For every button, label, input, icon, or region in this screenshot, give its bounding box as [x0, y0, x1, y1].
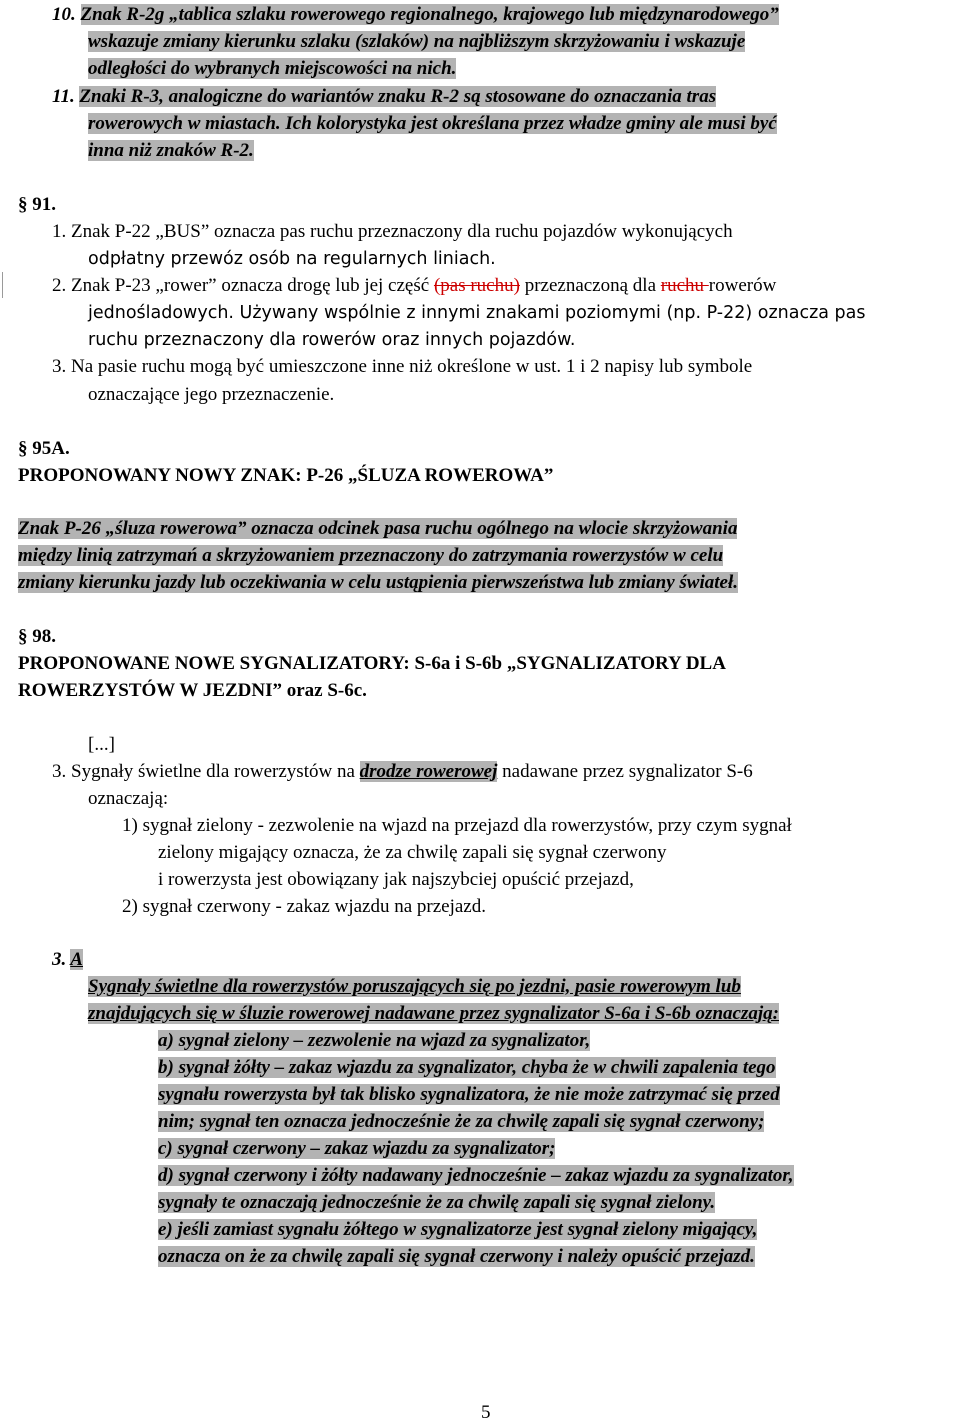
text-line — [18, 516, 737, 543]
text-line — [158, 1055, 776, 1082]
text-run: sygnału rowerzysta był tak blisko sygnalizatora, że nie może zatrzymać się przed — [158, 1084, 780, 1105]
text-run: Znak R-2g „tablica szlaku rowerowego regionalnego, krajowego lub międzynarodowego” — [80, 4, 779, 25]
text-run: 3. — [52, 356, 71, 377]
text-run: (pas ruchu) — [433, 275, 520, 296]
text-run: d) sygnał czerwony i żółty nadawany jednocześnie – zakaz wjazdu za sygnalizator, — [158, 1165, 794, 1186]
text-run: jednośladowych. Używany wspólnie z innymi znakami poziomymi (np. P-22) oznacza pas — [88, 303, 866, 323]
text-run: c) sygnał czerwony – zakaz wjazdu za sygnalizator; — [158, 1138, 556, 1159]
text-line — [88, 974, 741, 1001]
text-run: między linią zatrzymań a skrzyżowaniem przeznaczony do zatrzymania rowerzystów w celu — [18, 545, 724, 566]
text-line — [18, 463, 553, 490]
text-line — [88, 29, 745, 56]
text-line — [88, 327, 575, 354]
text-run: zmiany kierunku jazdy lub oczekiwania w celu ustąpienia pierwszeństwa lub zmiany świateł. — [18, 572, 738, 593]
text-line — [18, 192, 56, 219]
text-run: wskazuje zmiany kierunku szlaku (szlaków) na najbliższym skrzyżowaniu i wskazuje — [88, 31, 746, 52]
text-run: a) sygnał zielony – zezwolenie na wjazd za sygnalizator, — [158, 1030, 591, 1051]
text-run: e) jeśli zamiast sygnału żółtego w sygnalizatorze jest sygnał zielony migający, — [158, 1219, 758, 1240]
text-run: Znaki R-3, analogiczne do wariantów znaku R-2 są stosowane do oznaczania tras — [79, 86, 717, 107]
text-run: odległości do wybranych miejscowości na nich. — [88, 58, 457, 79]
text-run: § 98. — [18, 626, 56, 647]
text-run: Sygnały świetlne dla rowerzystów na — [71, 761, 360, 782]
text-run: Znak P-23 „rower” oznacza drogę lub jej część — [71, 275, 434, 296]
text-run: sygnał czerwony - zakaz wjazdu na przejazd. — [142, 896, 486, 917]
text-line — [88, 56, 456, 83]
text-line — [158, 1217, 757, 1244]
text-run: 1) — [122, 815, 143, 836]
text-line — [158, 1136, 555, 1163]
text-line — [158, 867, 634, 894]
text-run: oznaczają: — [88, 788, 169, 809]
text-run: [...] — [88, 734, 115, 755]
text-line — [158, 1190, 715, 1217]
text-run: sygnały te oznaczają jednocześnie że za chwilę zapali się sygnał zielony. — [158, 1192, 716, 1213]
text-line — [158, 840, 667, 867]
text-line — [88, 246, 496, 273]
text-line — [88, 111, 777, 138]
text-line — [158, 1082, 780, 1109]
text-line — [18, 678, 367, 705]
text-run: nadawane przez sygnalizator S-6 — [497, 761, 753, 782]
text-run: 11. — [52, 86, 80, 107]
text-run: PROPONOWANY NOWY ZNAK: P-26 „ŚLUZA ROWEROWA” — [18, 465, 554, 486]
text-run: sygnał zielony - zezwolenie na wjazd na przejazd dla rowerzystów, przy czym sygnał — [142, 815, 792, 836]
text-line — [52, 354, 752, 381]
text-run: rowerowych w miastach. Ich kolorystyka jest określana przez władze gminy ale musi być — [88, 113, 777, 134]
text-line — [88, 138, 254, 165]
text-run: 3. — [52, 761, 71, 782]
text-line — [18, 570, 738, 597]
text-line — [52, 84, 716, 111]
text-run: Znak P-26 „śluza rowerowa” oznacza odcinek pasa ruchu ogólnego na wlocie skrzyżowania — [18, 518, 738, 539]
text-line — [18, 436, 70, 463]
text-line — [158, 1163, 794, 1190]
text-run: Znak P-22 „BUS” oznacza pas ruchu przeznaczony dla ruchu pojazdów wykonujących — [71, 221, 733, 242]
text-line — [52, 219, 733, 246]
text-run: ruchu — [660, 275, 709, 296]
text-run: 2) — [122, 896, 143, 917]
text-run: nim; sygnał ten oznacza jednocześnie że za chwilę zapali się sygnał czerwony; — [158, 1111, 765, 1132]
change-bar — [2, 272, 3, 298]
text-run: ruchu przeznaczony dla rowerów oraz innych pojazdów. — [88, 330, 576, 350]
text-line — [88, 300, 866, 327]
text-line — [122, 894, 486, 921]
text-run: § 95A. — [18, 438, 70, 459]
text-run: odpłatny przewóz osób na regularnych liniach. — [88, 249, 496, 269]
text-run: 3. — [52, 949, 71, 970]
text-line — [158, 1109, 764, 1136]
text-line — [88, 786, 168, 813]
text-line — [18, 624, 56, 651]
text-run: drodze rowerowej — [359, 761, 498, 782]
text-line — [88, 382, 334, 409]
text-run: znajdujących się w śluzie rowerowej nadawane przez sygnalizator S-6a i S-6b oznaczają: — [88, 1003, 779, 1024]
text-run: A — [70, 949, 83, 970]
text-run: przeznaczoną dla — [519, 275, 661, 296]
text-line — [158, 1028, 590, 1055]
text-line — [52, 947, 83, 974]
text-run: 5 — [481, 1402, 491, 1423]
text-line — [18, 543, 723, 570]
text-line — [52, 273, 776, 300]
text-run: zielony migający oznacza, że za chwilę zapali się sygnał czerwony — [158, 842, 667, 863]
text-line — [88, 732, 115, 759]
text-line — [122, 813, 792, 840]
text-run: i rowerzysta jest obowiązany jak najszybciej opuścić przejazd, — [158, 869, 634, 890]
text-line — [481, 1400, 491, 1427]
text-run: b) sygnał żółty – zakaz wjazdu za sygnalizator, chyba że w chwili zapalenia tego — [158, 1057, 776, 1078]
text-run: rowerów — [708, 275, 777, 296]
text-run: PROPONOWANE NOWE SYGNALIZATORY: S-6a i S-6b „SYGNALIZATORY DLA — [18, 653, 726, 674]
text-run: inna niż znaków R-2. — [88, 140, 254, 161]
text-run: Na pasie ruchu mogą być umieszczone inne niż określone w ust. 1 i 2 napisy lub symbole — [71, 356, 753, 377]
text-run: Sygnały świetlne dla rowerzystów poruszających się po jezdni, pasie rowerowym lub — [88, 976, 741, 997]
text-run: § 91. — [18, 194, 56, 215]
text-run: oznaczające jego przeznaczenie. — [88, 384, 335, 405]
text-run: 2. — [52, 275, 71, 296]
text-line — [52, 2, 779, 29]
text-run: ROWERZYSTÓW W JEZDNI” oraz S-6c. — [18, 680, 367, 701]
text-line — [52, 759, 753, 786]
text-run: 10. — [52, 4, 81, 25]
text-line — [158, 1244, 755, 1271]
text-line — [18, 651, 726, 678]
text-run: oznacza on że za chwilę zapali się sygnał czerwony i należy opuścić przejazd. — [158, 1246, 755, 1267]
text-line — [88, 1001, 779, 1028]
text-run: 1. — [52, 221, 71, 242]
